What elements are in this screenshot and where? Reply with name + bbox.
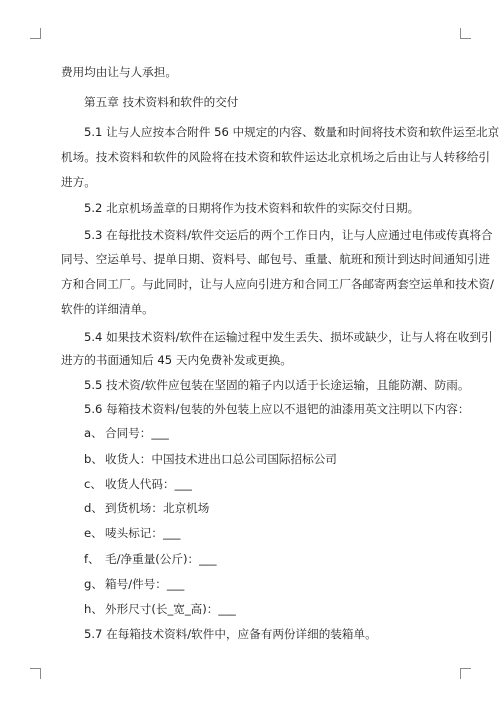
list-item-text: 合同号：___ <box>105 426 169 440</box>
paragraph-line: 5.1 让与人应按本合附件 56 中规定的内容、数量和时间将技术资和软件运至北京 <box>84 125 500 139</box>
list-item-text: 毛/净重量(公斤)：___ <box>105 552 217 566</box>
paragraph-line: 软件的详细清单。 <box>61 302 154 316</box>
list-item <box>84 525 180 541</box>
paragraph-line: 进方。 <box>61 175 96 189</box>
paragraph-line: 5.4 如果技术资料/软件在运输过程中发生丢失、损坏或缺少，让与人将在收到引 <box>84 330 493 344</box>
list-item-text: 箱号/件号：___ <box>105 577 185 591</box>
list-item-text: 外形尺寸(长_宽_高)：___ <box>105 602 236 616</box>
list-item-label: e、 <box>84 526 103 540</box>
chapter-heading: 第五章 技术资料和软件的交付 <box>84 95 239 109</box>
list-item <box>84 451 337 467</box>
list-item-text: 到货机场：北京机场 <box>105 501 210 515</box>
list-item-text: 收货人代码：___ <box>105 477 192 491</box>
list-item-label: b、 <box>84 452 103 466</box>
paragraph-line: 进方的书面通知后 45 天内免费补发或更换。 <box>61 353 292 367</box>
list-item-label: d、 <box>84 501 103 515</box>
list-item-label: c、 <box>84 477 102 491</box>
paragraph-line: 5.2 北京机场盖章的日期将作为技术资料和软件的实际交付日期。 <box>84 201 420 215</box>
paragraph-line: 5.5 技术资/软件应包装在坚固的箱子内以适于长途运输，且能防潮、防雨。 <box>84 378 470 392</box>
list-item <box>84 500 209 516</box>
list-item-label: g、 <box>84 577 103 591</box>
list-item-label: f、 <box>84 552 100 566</box>
list-item-text: 收货人：中国技术进出口总公司国际招标公司 <box>105 452 337 466</box>
list-item <box>84 551 217 567</box>
list-item-text: 唛头标记：___ <box>105 526 181 540</box>
crop-mark-top-right <box>460 28 471 39</box>
list-item <box>84 576 184 592</box>
paragraph-line: 同号、空运单号、提单日期、资料号、邮包号、重量、航班和预计到达时间通知引进 <box>61 252 490 266</box>
paragraph-line: 5.7 在每箱技术资料/软件中，应备有两份详细的装箱单。 <box>84 627 377 641</box>
list-item <box>84 601 236 617</box>
list-item-label: a、 <box>84 426 103 440</box>
crop-mark-top-left <box>30 28 41 39</box>
list-item-label: h、 <box>84 602 103 616</box>
crop-mark-bottom-right <box>460 668 471 679</box>
paragraph-line: 5.6 每箱技术资料/包装的外包装上应以不退钯的油漆用英文注明以下内容： <box>84 402 470 416</box>
paragraph-line: 方和合同工厂。与此同时，让与人应向引进方和合同工厂各邮寄两套空运单和技术资/ <box>61 277 494 291</box>
paragraph-line: 机场。技术资料和软件的风险将在技术资和软件运达北京机场之后由让与人转移给引 <box>61 150 490 164</box>
list-item <box>84 425 169 441</box>
crop-mark-bottom-left <box>30 668 41 679</box>
paragraph-line: 5.3 在每批技术资料/软件交运后的两个工作日内，让与人应通过电伟或传真将合 <box>84 228 493 242</box>
list-item <box>84 476 192 492</box>
paragraph-line: 费用均由让与人承担。 <box>61 65 177 79</box>
